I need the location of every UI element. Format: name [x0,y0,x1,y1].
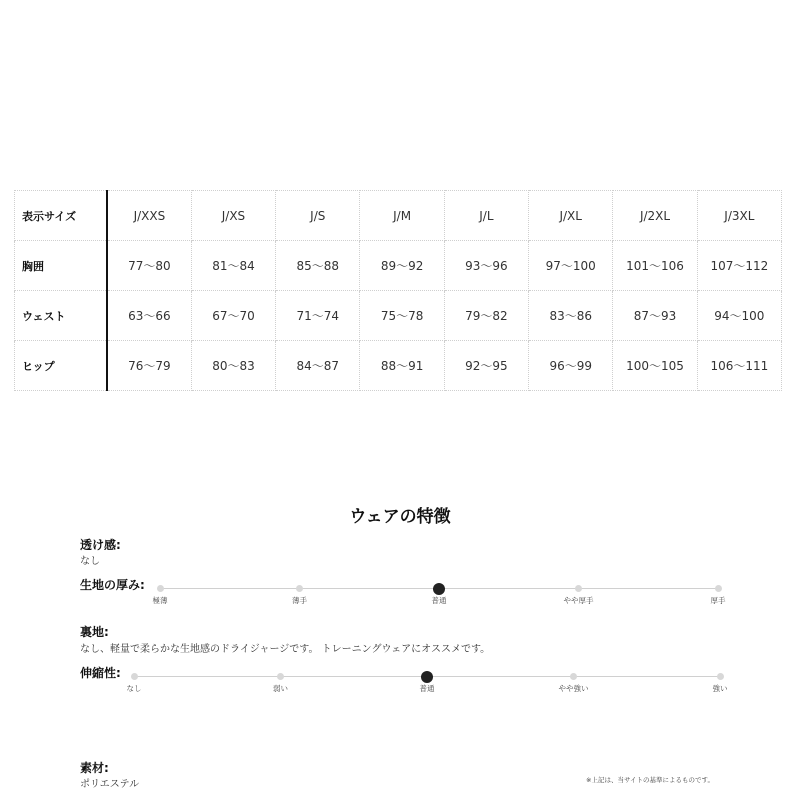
scale-point [277,673,284,680]
waist-label: ウェスト [15,291,108,341]
table-cell: 81〜84 [191,241,275,291]
hip-row [15,341,782,391]
table-cell: 97〜100 [529,241,613,291]
table-cell: 87〜93 [613,291,697,341]
table-cell: 88〜91 [360,341,444,391]
scale-label: 極薄 [152,596,168,605]
lining-label: 裏地: [80,625,109,639]
table-cell: 106〜111 [697,341,781,391]
scale-label: 普通 [419,684,435,693]
table-cell: 67〜70 [191,291,275,341]
table-cell: 89〜92 [360,241,444,291]
table-cell: 94〜100 [697,291,781,341]
table-cell: 63〜66 [107,291,191,341]
table-cell: 92〜95 [444,341,528,391]
material-value: ポリエステル [80,779,140,790]
table-cell: 107〜112 [697,241,781,291]
table-cell: 96〜99 [529,341,613,391]
size-header-label: 表示サイズ [15,191,108,241]
scale-point [157,585,164,592]
size-header-cell: J/3XL [697,191,781,241]
scale-point-selected [433,583,445,595]
size-table-body [15,191,782,391]
table-cell: 77〜80 [107,241,191,291]
table-cell: 80〜83 [191,341,275,391]
scale-label: やや強い [558,684,589,693]
scale-point [575,585,582,592]
table-cell: 101〜106 [613,241,697,291]
scale-label: なし [126,684,142,693]
table-cell: 84〜87 [276,341,360,391]
lining-value: なし、軽量で柔らかな生地感のドライジャージです。 トレーニングウェアにオススメです。 [80,644,491,655]
footnote: ※上記は、当サイトの基準によるものです。 [586,776,714,784]
stretch-scale [126,671,728,693]
table-cell: 79〜82 [444,291,528,341]
size-header-cell: J/L [444,191,528,241]
transparency-value: なし [80,556,100,567]
scale-point [296,585,303,592]
thickness-scale [152,583,726,605]
scale-label: 普通 [431,596,447,605]
scale-label: 薄手 [292,596,307,605]
size-header-cell: J/M [360,191,444,241]
table-cell: 76〜79 [107,341,191,391]
table-cell: 93〜96 [444,241,528,291]
scale-label: 弱い [273,684,288,693]
scale-point [715,585,722,592]
stretch-label: 伸縮性: [80,666,121,680]
size-header-row [15,191,782,241]
scale-point [131,673,138,680]
size-header-cell: J/XS [191,191,275,241]
scale-label: 厚手 [710,596,726,605]
size-header-cell: J/2XL [613,191,697,241]
thickness-label: 生地の厚み: [80,578,145,592]
scale-point [717,673,724,680]
scale-point [570,673,577,680]
size-header-cell: J/XXS [107,191,191,241]
scale-label: やや厚手 [563,596,594,605]
size-header-cell: J/XL [529,191,613,241]
material-label: 素材: [80,761,109,775]
table-cell: 85〜88 [276,241,360,291]
hip-label: ヒップ [15,341,108,391]
chest-row [15,241,782,291]
size-header-cell: J/S [276,191,360,241]
scale-point-selected [421,671,433,683]
table-cell: 100〜105 [613,341,697,391]
waist-row [15,291,782,341]
features-title: ウェアの特徴 [349,507,451,527]
size-table [14,190,782,391]
table-cell: 83〜86 [529,291,613,341]
table-cell: 75〜78 [360,291,444,341]
table-cell: 71〜74 [276,291,360,341]
chest-label: 胸囲 [15,241,108,291]
scale-label: 強い [712,684,728,693]
transparency-label: 透け感: [80,538,121,552]
